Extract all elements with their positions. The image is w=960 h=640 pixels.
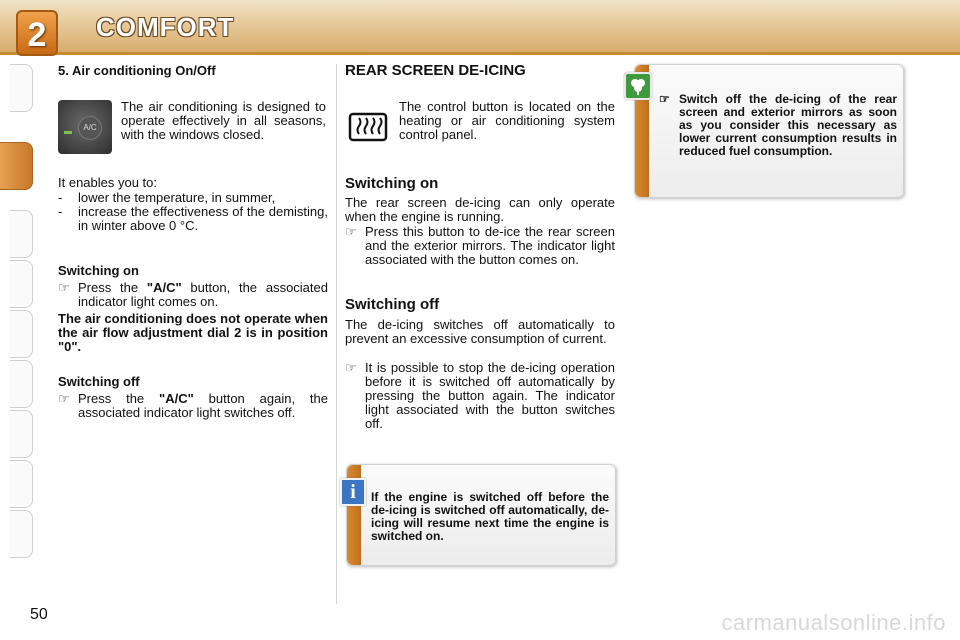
ac-knob: A/C (78, 116, 102, 140)
ac-button-label: "A/C" (159, 391, 194, 406)
chapter-tabs (0, 64, 34, 584)
ac-button-label: "A/C" (146, 280, 182, 295)
ac-switching-on-title: Switching on (58, 263, 139, 278)
ac-enables-text: It enables you to: (58, 175, 158, 190)
pointing-hand-icon: ☞ (345, 360, 357, 375)
pointing-hand-icon: ☞ (659, 92, 670, 106)
rear-on-instruction (345, 225, 615, 267)
ac-off-instruction-text (78, 392, 328, 420)
rear-switching-on-title: Switching on (345, 175, 439, 192)
info-note-box (346, 464, 616, 566)
eco-leaf-icon (624, 72, 652, 100)
chapter-tab-6[interactable] (10, 360, 33, 408)
chapter-tab-8[interactable] (10, 460, 33, 508)
rear-off-instruction (345, 361, 615, 431)
rear-off-instruction-text: It is possible to stop the de-icing operation before it is switched off automatically by pressing the button again. The indicator light associated with the button switches off. (365, 360, 615, 431)
eco-note-box (634, 64, 904, 198)
chapter-tab-4[interactable] (10, 260, 33, 308)
dash-marker: - (58, 204, 63, 219)
list-item-text: increase the effectiveness of the demisting, in winter above 0 °C. (78, 204, 328, 233)
list-item-text: lower the temperature, in summer, (78, 190, 276, 205)
rear-on-text: The rear screen de-icing can only operate when the engine is running. (345, 195, 615, 224)
section-heading-ac: 5. Air conditioning On/Off (58, 63, 216, 78)
ac-warning-text: The air conditioning does not operate when the air flow adjustment dial 2 is in position "0". (58, 311, 328, 354)
column-divider (336, 64, 337, 604)
ac-switching-off-title: Switching off (58, 374, 140, 389)
info-icon: i (340, 478, 366, 506)
ac-on-instruction-text (78, 281, 328, 309)
pointing-hand-icon: ☞ (58, 280, 70, 295)
chapter-number-badge: 2 (16, 10, 58, 56)
dash-marker: - (58, 190, 63, 205)
eco-note-text: Switch off the de-icing of the rear screen and exterior mirrors as soon as you consider this necessary as lower current consumption results in reduced fuel consumption. (679, 92, 897, 158)
rear-screen-intro-text: The control button is located on the heating or air conditioning system control panel. (399, 99, 615, 142)
chapter-tab-7[interactable] (10, 410, 33, 458)
ac-off-rest: button again, the associated indicator light switches off. (78, 391, 328, 420)
ac-intro-text: The air conditioning is designed to operate effectively in all seasons, with the windows closed. (121, 99, 326, 142)
chapter-tab-3[interactable] (10, 210, 33, 258)
chapter-tab-9[interactable] (10, 510, 33, 558)
chapter-title: COMFORT (96, 12, 235, 42)
ac-on-instruction (58, 281, 328, 309)
pointing-hand-icon: ☞ (58, 391, 70, 406)
chapter-tab-2-active[interactable] (0, 142, 33, 190)
rear-defrost-icon (347, 110, 389, 144)
chapter-tab-1[interactable] (10, 64, 33, 112)
chapter-tab-5[interactable] (10, 310, 33, 358)
header-rule (0, 52, 960, 55)
ac-off-instruction (58, 392, 328, 420)
watermark: carmanualsonline.info (721, 610, 946, 635)
list-item (58, 205, 328, 233)
list-item (58, 191, 328, 205)
page-number: 50 (30, 606, 48, 623)
press-label: Press the (78, 391, 145, 406)
ac-button-image (58, 100, 112, 154)
rear-off-text: The de-icing switches off automatically to prevent an excessive consumption of current. (345, 317, 615, 346)
ac-indicator-light (64, 131, 72, 134)
press-label: Press the (78, 280, 139, 295)
ac-on-rest: button, the associated indicator light comes on. (78, 280, 328, 309)
info-note-text: If the engine is switched off before the de-icing is switched off automatically, de-icing will resume next time the engine is switched on. (371, 490, 609, 543)
rear-on-instruction-text: Press this button to de-ice the rear screen and the exterior mirrors. The indicator light associated with the button comes on. (365, 224, 615, 267)
rear-switching-off-title: Switching off (345, 296, 440, 313)
pointing-hand-icon: ☞ (345, 224, 357, 239)
rear-screen-section-title: REAR SCREEN DE-ICING (345, 62, 526, 79)
